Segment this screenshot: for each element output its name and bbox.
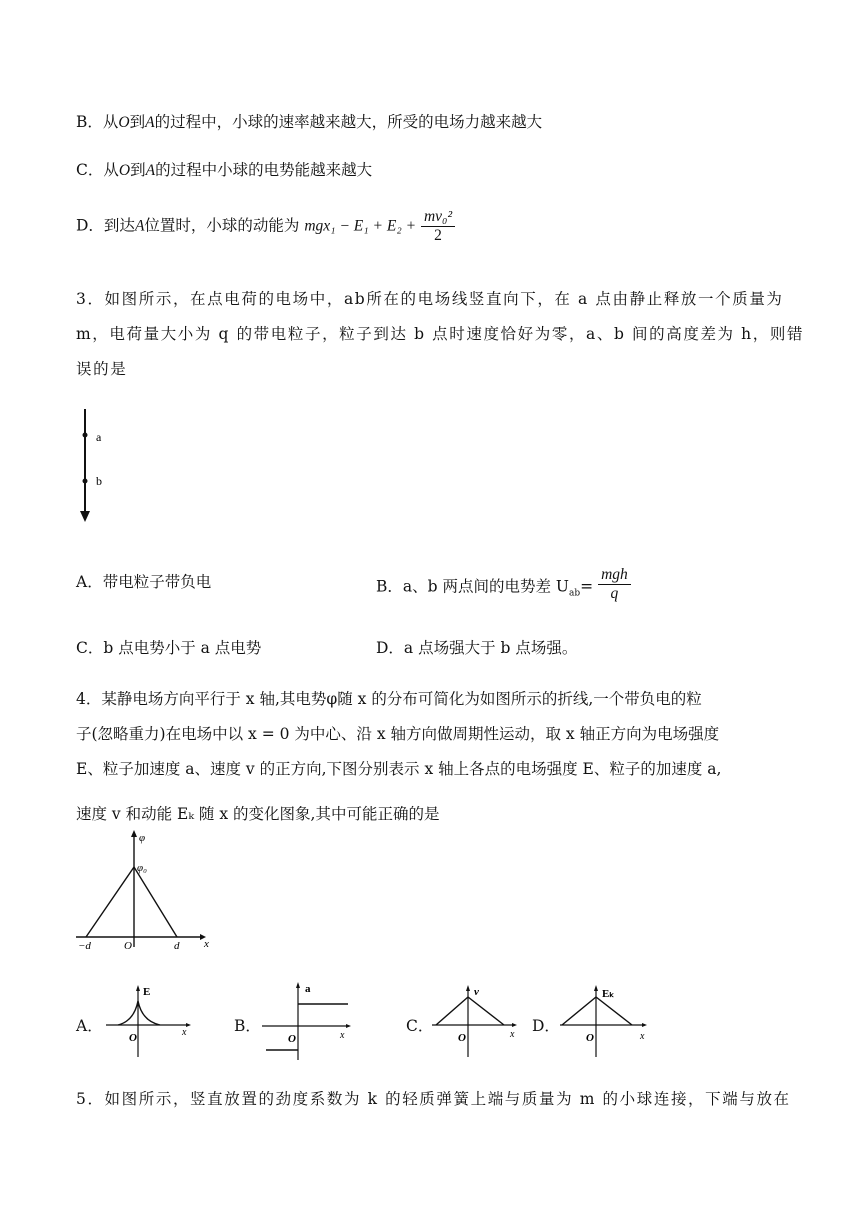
q3-option-c: C．b 点电势小于 a 点电势 [76,639,262,657]
graph-d-kinetic-energy [556,983,652,1059]
e-label: E [143,986,151,998]
q2-option-c-prefix: C．从 [76,161,119,179]
e-curve [118,1001,160,1025]
x-label: x [182,1027,187,1038]
graph-c-velocity [428,983,522,1059]
kinetic-energy-fraction [421,208,455,245]
q4-stem-line-1: 4．某静电场方向平行于 x 轴,其电势φ随 x 的分布可简化为如图所示的折线,一个带负电的粒 [76,690,702,708]
origin-label: O [586,1032,594,1044]
x-axis-arrow [642,1023,647,1027]
q2-option-b-to: 到 [129,113,146,131]
q4-stem-line-2: 子(忽略重力)在电场中以 x = 0 为中心、沿 x 轴方向做周期性运动，取 x 轴正方向为电场强度 [76,725,720,743]
potential-line [86,867,177,937]
q2-option-b-text: 的过程中，小球的速率越来越大，所受的电场力越来越大 [154,113,543,131]
q2-option-c-to: 到 [130,161,146,179]
v-axis-arrow [466,985,470,991]
fraction-numerator: mv₀² [421,208,455,227]
q4-stem-line-3: E、粒子加速度 a、速度 v 的正方向,下图分别表示 x 轴上各点的电场强度 E、粒子的加速度 a, [76,760,722,778]
q4-option-d: D． [532,1017,560,1035]
q2-option-d [76,208,455,245]
point-a: A [145,162,156,179]
q4-option-c: C． [406,1017,434,1035]
point-b-dot [83,479,88,484]
q5-stem-line-1: 5．如图所示，竖直放置的劲度系数为 k 的轻质弹簧上端与质量为 m 的小球连接，下端与放在 [76,1090,791,1108]
a-axis-arrow [296,982,300,988]
q3-option-a: A．带电粒子带负电 [76,573,212,591]
q4-option-b: B． [234,1017,261,1035]
q3-option-b-text: B．a、b 两点间的电势差 U [376,577,569,596]
graph-a-field-strength [102,983,194,1059]
q3-stem-line-3: 误的是 [76,360,128,378]
ek-label: Eₖ [602,988,615,1000]
equals-sign: = [580,577,594,596]
point-a-dot [83,433,88,438]
q4-option-a: A． [76,1017,103,1035]
origin-label: O [288,1033,296,1045]
point-o: O [118,114,130,131]
origin-label: O [458,1032,466,1044]
x-axis-arrow [512,1023,517,1027]
e-axis-arrow [136,985,140,991]
x-label: x [640,1031,645,1042]
point-o: O [118,162,131,179]
q3-stem-line-1: 3．如图所示，在点电荷的电场中，ab所在的电场线竖直向下，在 a 点由静止释放一个质量为 [76,290,784,308]
q4-stem-line-4: 速度 v 和动能 Eₖ 随 x 的变化图象,其中可能正确的是 [76,805,440,823]
label-a: a [96,430,102,444]
ek-curve [562,997,632,1025]
graph-b-acceleration [258,980,354,1062]
q2-option-b-prefix: B．从 [76,113,119,131]
potential-subscript: ab [568,588,581,599]
fraction-denominator: 2 [434,227,442,244]
x-axis-arrow [186,1023,191,1027]
v-label: v [474,986,479,998]
fraction-numerator: mgh [598,566,631,585]
point-a: A [134,217,145,235]
d-label: d [174,940,180,950]
point-a: A [145,114,155,131]
ek-axis-arrow [594,985,598,991]
q2-option-d-text: 位置时，小球的动能为 [144,216,300,235]
q3-option-b [376,566,631,604]
x-axis-arrow [346,1024,351,1028]
phi-axis-arrow [131,830,137,837]
v-curve [436,997,504,1025]
q2-option-c [76,160,372,181]
q2-option-c-text: 的过程中小球的电势能越来越大 [155,161,373,179]
origin-label: O [124,940,132,950]
phi0-label: φ₀ [137,862,147,874]
x-label: x [510,1029,515,1040]
x-label: x [204,938,209,950]
neg-d-label: −d [78,940,91,950]
label-b: b [96,474,102,488]
field-line-figure [70,405,130,525]
fraction-denominator: q [610,585,619,602]
q2-option-d-prefix: D．到达 [76,216,135,235]
q2-option-b [76,112,542,133]
q3-option-d: D．a 点场强大于 b 点场强。 [376,639,578,657]
phi-label: φ [139,832,146,844]
field-line-arrowhead [80,511,90,522]
q3-stem-line-2: m，电荷量大小为 q 的带电粒子，粒子到达 b 点时速度恰好为零，a、b 间的高度差为 h，则错 [76,325,805,343]
x-label: x [340,1030,345,1041]
kinetic-energy-expression: mgx₁ − E₁ + E₂ + [304,217,417,235]
origin-label: O [129,1032,137,1044]
potential-graph [74,825,214,950]
a-label: a [305,983,311,995]
potential-fraction [598,566,631,603]
